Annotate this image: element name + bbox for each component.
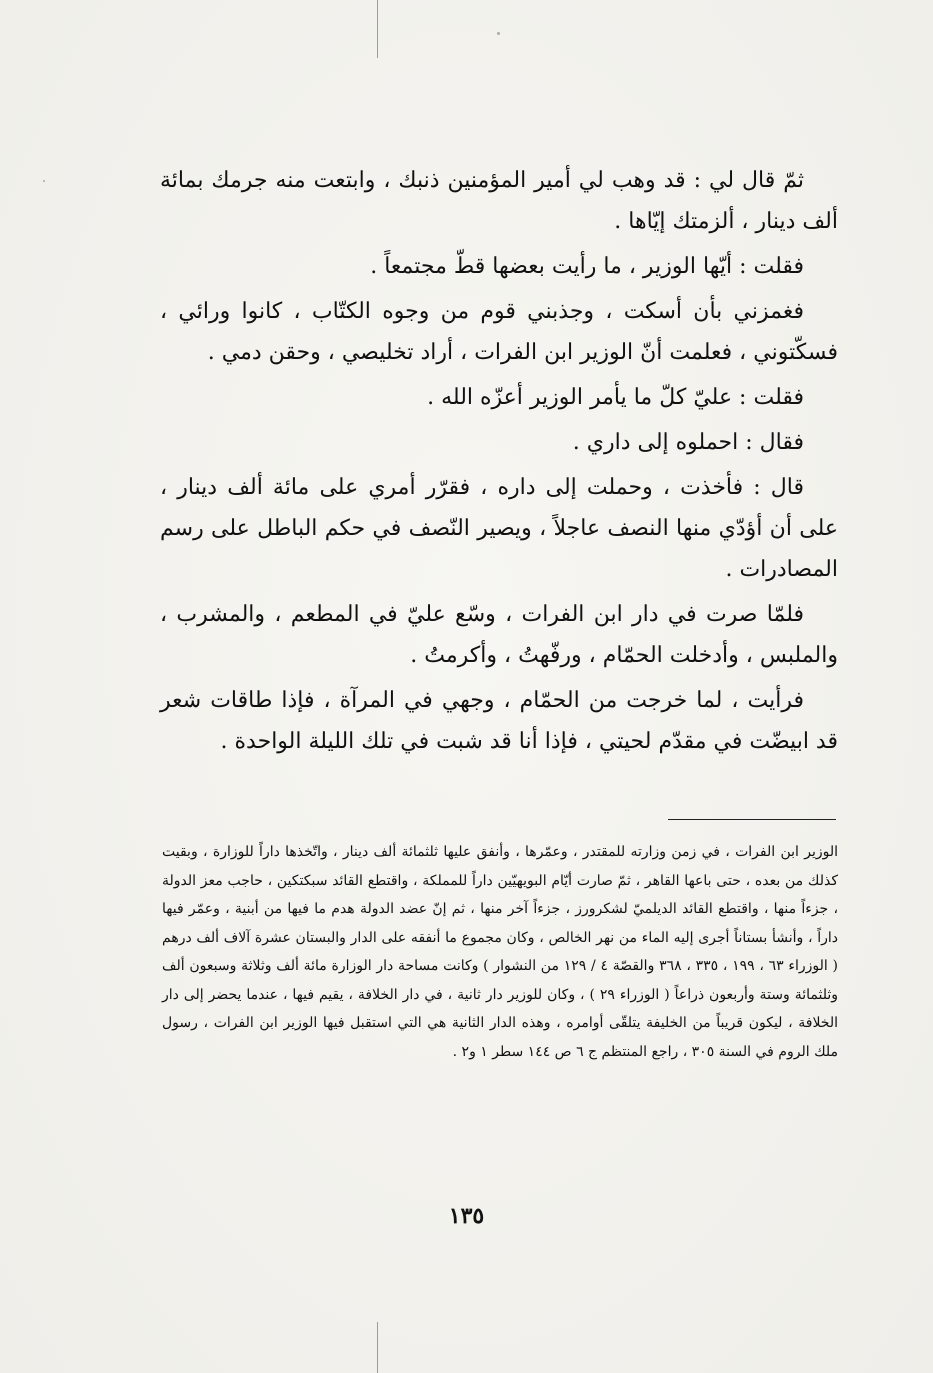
paragraph: فلمّا صرت في دار ابن الفرات ، وسّع عليّ في المطعم ، والمشرب ، والملبس ، وأدخلت الحمّام ، ورفّهتُ ، وأكرمتُ .: [160, 602, 838, 668]
paragraph: فقلت : عليّ كلّ ما يأمر الوزير أعزّه الله .: [427, 385, 804, 410]
paragraph: فقلت : أيّها الوزير ، ما رأيت بعضها قطّ مجتمعاً .: [370, 254, 804, 279]
paragraph: قال : فأخذت ، وحملت إلى داره ، فقرّر أمري على مائة ألف دينار ، على أن أؤدّي منها النصف عاجلاً ، ويصير النّصف في حكم الباطل على رسم المصادرات .: [160, 475, 838, 582]
paragraph: فغمزني بأن أسكت ، وجذبني قوم من وجوه الكتّاب ، كانوا ورائي ، فسكّتوني ، فعلمت أنّ الوزير ابن الفرات ، أراد تخليصي ، وحقن دمي .: [160, 299, 838, 365]
main-text: [160, 160, 838, 766]
footnote: الوزير ابن الفرات ، في زمن وزارته للمقتدر ، وعمّرها ، وأنفق عليها ثلثمائة ألف دينار ، واتّخذها داراً للوزارة ، وبقيت كذلك من بعده ، حتى باعها القاهر ، ثمّ صارت أيّام البويهيّين داراً للمملكة ، واقتطع القائد سبكتكين ، حاجب معز الدولة ، جزءاً منها ، واقتطع القائد الديلميّ لشكرورز ، جزءاً آخر منها ، ثم إنّ عضد الدولة هدم ما فيها من أبنية ، وعمّر فيها داراً ، وأنشأ بستاناً أجرى إليه الماء من نهر الخالص ، وكان مجموع ما أنفقه على الدار والبستان عشرة آلاف ألف درهم ( الوزراء ٦٣ ، ١٩٩ ، ٣٣٥ ، ٣٦٨ والقصّة ٤ / ١٢٩ من النشوار ) وكانت مساحة دار الوزارة مائة ألف وثلاثة وسبعون ألف وثلثمائة وستة وأربعون ذراعاً ( الوزراء ٢٩ ) ، وكان للوزير دار ثانية ، في دار الخلافة ، يقيم فيها ، عندما يحضر إلى دار الخلافة ، ليكون قريباً من الخليفة يتلقّى أوامره ، وهذه الدار الثانية هي التي استقبل فيها الوزير ابن الفرات ، رسول ملك الروم في السنة ٣٠٥ ، راجع المنتظم ج ٦ ص ١٤٤ سطر ١ و٢ .: [162, 844, 838, 1060]
page-number: ١٣٥: [448, 1203, 485, 1229]
paragraph: ثمّ قال لي : قد وهب لي أمير المؤمنين ذنبك ، وابتعت منه جرمك بمائة ألف دينار ، ألزمتك إيّاها .: [160, 168, 838, 234]
scan-speck: [43, 180, 45, 182]
paragraph: فرأيت ، لما خرجت من الحمّام ، وجهي في المرآة ، فإذا طاقات شعر قد ابيضّت في مقدّم لحيتي ، فإذا أنا قد شبت في تلك الليلة الواحدة .: [160, 688, 838, 754]
binding-gutter-line-top: [377, 0, 378, 58]
scan-speck: [497, 32, 500, 35]
binding-gutter-line-bottom: [377, 1322, 378, 1373]
footnote-separator: [668, 819, 836, 820]
paragraph: فقال : احملوه إلى داري .: [572, 430, 804, 455]
